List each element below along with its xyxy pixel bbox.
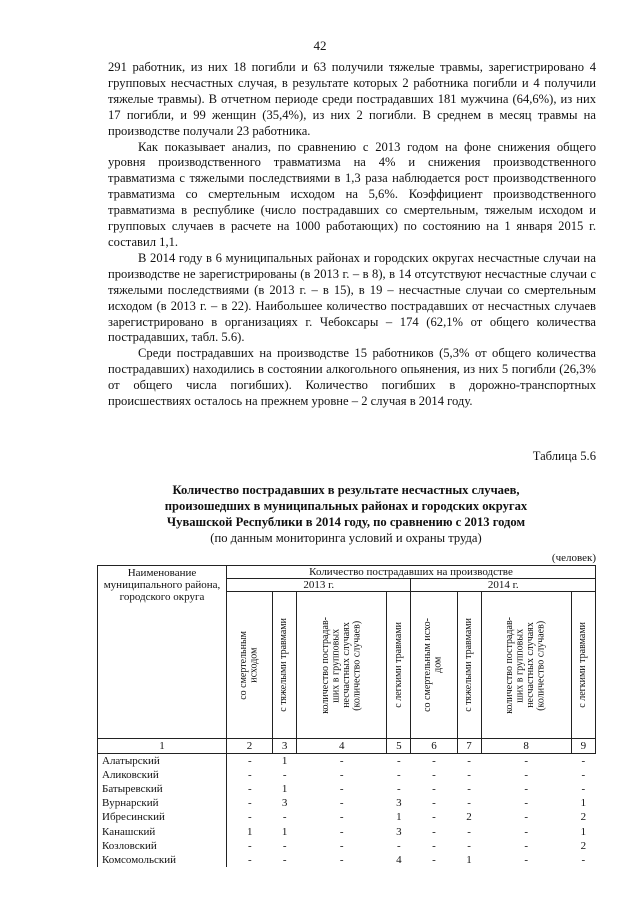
table-cell: 1 [580,825,587,838]
table-cell: - [467,797,471,810]
table-cell: - [397,839,401,852]
table-cell: - [339,839,344,852]
table-cell: - [282,769,287,782]
table-cell: - [227,768,273,782]
table-cell: 3 [281,797,288,810]
column-number: 6 [411,739,457,754]
column-number: 4 [297,739,387,754]
table-cell: - [524,825,528,838]
table-cell: - [227,796,273,810]
table-cell: 1 [580,797,587,810]
column-number: 2 [227,739,273,754]
table-row [98,824,596,838]
table-cell: - [432,839,436,852]
paragraph: В 2014 году в 6 муниципальных районах и городских округах несчастные случаи на производстве не зарегистрированы (в 2013 г. – в 8), в 14 отсутствуют несчастные случаи с тяжелыми последствиями (в 2013 г. – в 15), в 19 – несчастные случаи со смертельным исходом (в 2013 г. – в 22). Наибольшее количество пострадавших от несчастных случаев зарегистрировано в организациях г. Чебоксары – 174 (62,1% от общего количества пострадавших, табл. 5.6). [108,250,596,345]
table-cell: - [581,769,586,782]
year-header-2014: 2014 г. [411,579,596,592]
table-cell: - [524,839,528,852]
table-cell: - [397,783,401,796]
table-cell: 1 [281,783,288,796]
table-row [98,796,596,810]
table-cell: - [432,769,436,782]
group-header: Количество пострадавших на производстве [227,566,596,579]
table-cell: - [432,853,436,866]
year-header-2013: 2013 г. [227,579,411,592]
row-name: Козловский [98,839,227,853]
table-row [98,768,596,782]
table-cell: 4 [396,853,402,866]
column-header: со смертельным исходом [227,592,273,739]
row-name: Канашский [98,824,227,838]
body-text [108,60,596,410]
table-cell: - [227,782,273,796]
table-cell: - [524,769,528,782]
column-header: с тяжелыми травмами [273,592,297,739]
paragraph: Как показывает анализ, по сравнению с 2013 годом на фоне снижения общего уровня производственного травматизма на 4% и снижения производственного травматизма с тяжелыми последствиями в 1,3 раза наблюдается рост производственного травматизма со смертельным исходом на 5,6%. Коэффициент производственного травматизма в республике (число пострадавших со смертельным, тяжелым исходом и групповых случаев в расчете на 1000 работающих) по состоянию на 1 января 2015 г. составил 1,1. [108,139,596,249]
paragraph: Среди пострадавших на производстве 15 работников (5,3% от общего количества пострадавших) находились в состоянии алкогольного опьянения, из них 5 погибли (26,3% от общего числа погибших). Количество погибших в дорожно-транспортных происшествиях осталось на прежнем уровне – 2 случая в 2014 году. [108,346,596,409]
table-cell: - [524,797,528,810]
table-cell: - [339,769,344,782]
table-cell: 1 [466,853,472,866]
table-cell: - [467,839,471,852]
table-cell: - [397,769,401,782]
table-cell: - [432,783,436,796]
table-cell: - [467,825,471,838]
table-cell: - [524,755,528,768]
column-number: 9 [571,739,595,754]
table-cell: 1 [227,824,273,838]
table-cell: - [467,755,471,768]
table-title-line: Чувашской Республики в 2014 году, по сравнению с 2013 годом [166,515,526,529]
column-number: 1 [98,739,227,754]
table-cell: - [524,811,528,824]
table-cell: - [339,755,344,768]
column-number: 8 [481,739,571,754]
table-title [96,482,596,546]
table-cell: - [581,853,586,866]
column-header: с легкими травмами [387,592,411,739]
table-cell: 2 [580,811,587,824]
column-header: количество пострадав- ших в групповых несчастных случаях (количество случаев) [481,592,571,739]
table-cell: 2 [580,839,587,852]
table-cell: - [581,755,586,768]
row-name: Батыревский [98,782,227,796]
table-cell: 1 [281,825,288,838]
table-cell: - [227,754,273,769]
table-cell: 1 [396,811,402,824]
table-row [98,782,596,796]
table-row [98,853,596,867]
table-row [98,839,596,853]
table-cell: - [282,839,287,852]
table-cell: - [524,853,528,866]
table-cell: - [397,755,401,768]
table-cell: - [432,755,436,768]
table-cell: - [581,783,586,796]
table-cell: 3 [396,825,402,838]
table-cell: - [339,853,344,866]
table-cell: - [432,797,436,810]
table-cell: 1 [281,755,288,768]
column-header-name: Наименование муниципального района, городского округа [98,566,227,739]
table-cell: - [339,825,344,838]
table-cell: - [227,853,273,867]
column-header: с тяжелыми травмами [457,592,481,739]
table-label: Таблица 5.6 [532,449,596,463]
column-number: 7 [457,739,481,754]
table-title-line: произошедших в муниципальных районах и городских округах [164,499,528,513]
table-cell: - [227,810,273,824]
table-title-line: Количество пострадавших в результате несчастных случаев, [172,483,520,497]
table-cell: - [282,811,287,824]
table-cell: 2 [466,811,472,824]
injury-table [97,565,596,867]
table-cell: - [339,797,344,810]
table-cell: - [282,853,287,866]
table-cell: - [339,811,344,824]
row-name: Вурнарский [98,796,227,810]
table-cell: - [467,783,471,796]
table-subtitle: (по данным мониторинга условий и охраны труда) [210,531,482,545]
row-name: Алатырский [98,754,227,769]
table-cell: - [467,769,471,782]
column-header: со смертельным исхо- дом [411,592,457,739]
table-cell: - [432,825,436,838]
table-cell: - [339,783,344,796]
table-units: (человек) [551,552,596,564]
row-name: Ибресинский [98,810,227,824]
column-number: 3 [273,739,297,754]
column-header: с легкими травмами [571,592,595,739]
page-number: 42 [313,38,327,53]
row-name: Комсомольский [98,853,227,867]
column-number: 5 [387,739,411,754]
table-row [98,810,596,824]
paragraph: 291 работник, из них 18 погибли и 63 получили тяжелые травмы, зарегистрировано 4 групповых несчастных случая, в результате которых 2 работника погибли и 4 получили тяжелые травмы). В отчетном периоде среди пострадавших 181 мужчина (64,6%), из них 17 погибли, и 99 женщин (35,4%), из них 2 погибли. В среднем в месяц травмы на производстве получали 23 работника. [108,60,596,138]
table-row [98,754,596,769]
table-cell: 3 [396,797,402,810]
row-name: Аликовский [98,768,227,782]
column-header: количество пострадав- ших в групповых несчастных случаях (количество случаев) [297,592,387,739]
table-cell: - [432,811,436,824]
table-cell: - [524,783,528,796]
table-cell: - [227,839,273,853]
